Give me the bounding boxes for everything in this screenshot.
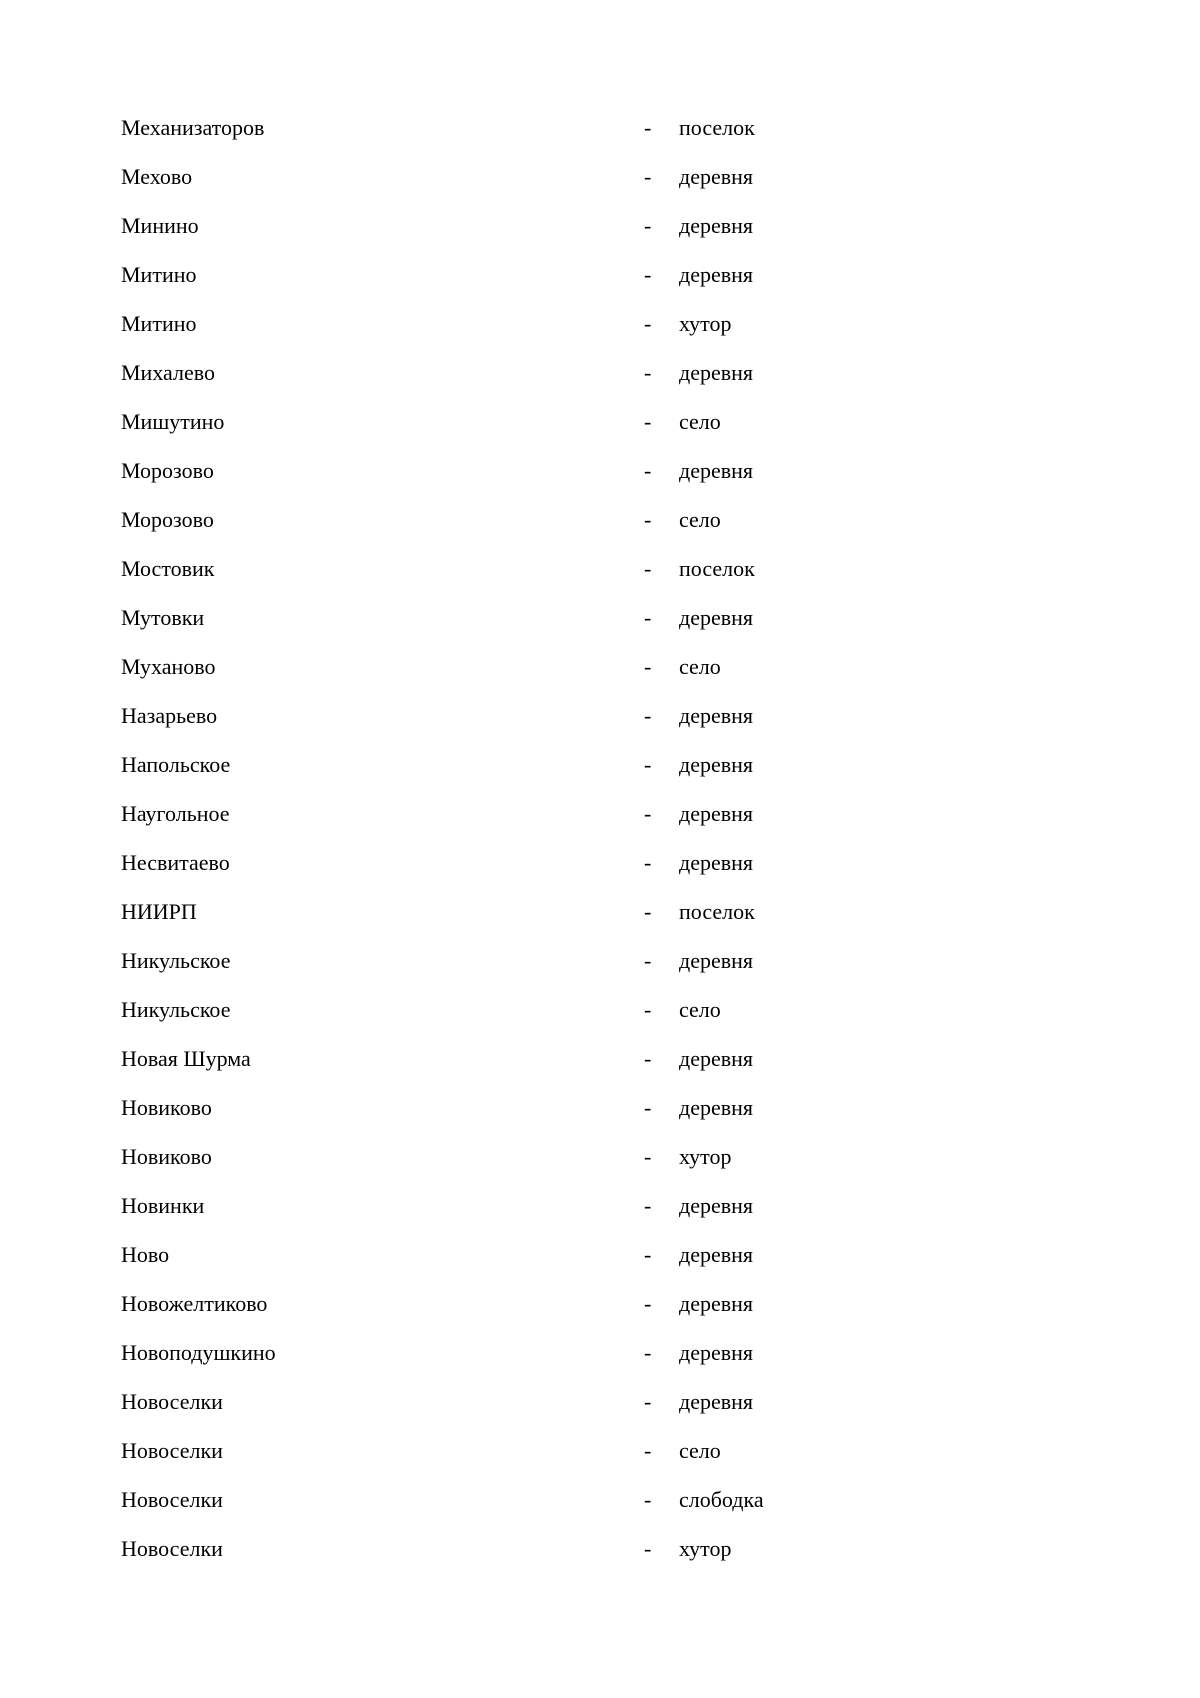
settlement-name: Михалево	[121, 360, 215, 385]
settlement-name: Новожелтиково	[121, 1291, 268, 1316]
separator-dash: -	[644, 507, 652, 532]
settlement-name: Митино	[121, 311, 197, 336]
list-row	[0, 598, 1200, 638]
settlement-name: Никульское	[121, 997, 231, 1022]
list-row	[0, 1431, 1200, 1471]
separator-dash: -	[644, 1536, 652, 1561]
settlement-name: Никульское	[121, 948, 231, 973]
list-row	[0, 794, 1200, 834]
settlement-name: Новоселки	[121, 1536, 223, 1561]
settlement-type: деревня	[679, 948, 754, 973]
settlement-name: Мехово	[121, 164, 193, 189]
separator-dash: -	[644, 115, 652, 140]
list-row	[0, 1186, 1200, 1226]
settlement-type: поселок	[679, 115, 755, 140]
settlement-name: Новинки	[121, 1193, 205, 1218]
settlement-type: поселок	[679, 899, 755, 924]
settlement-type: деревня	[679, 262, 754, 287]
list-row	[0, 941, 1200, 981]
list-row	[0, 1039, 1200, 1079]
list-row	[0, 1284, 1200, 1324]
settlement-name: Новоселки	[121, 1487, 223, 1512]
list-row	[0, 1480, 1200, 1520]
settlement-type: село	[679, 997, 721, 1022]
separator-dash: -	[644, 850, 652, 875]
separator-dash: -	[644, 262, 652, 287]
settlement-type: деревня	[679, 703, 754, 728]
list-row	[0, 402, 1200, 442]
separator-dash: -	[644, 409, 652, 434]
settlement-type: хутор	[679, 311, 732, 336]
settlement-type: село	[679, 654, 721, 679]
separator-dash: -	[644, 948, 652, 973]
settlement-name: Новоселки	[121, 1438, 223, 1463]
settlement-type: деревня	[679, 213, 754, 238]
settlement-name: Мутовки	[121, 605, 205, 630]
list-row	[0, 500, 1200, 540]
list-row	[0, 1137, 1200, 1177]
settlement-name: Новоселки	[121, 1389, 223, 1414]
list-row	[0, 647, 1200, 687]
settlement-type: деревня	[679, 850, 754, 875]
settlement-type: деревня	[679, 1095, 754, 1120]
settlement-name: Мостовик	[121, 556, 215, 581]
list-row	[0, 206, 1200, 246]
settlement-type: село	[679, 409, 721, 434]
settlement-name: Наугольное	[121, 801, 230, 826]
separator-dash: -	[644, 801, 652, 826]
settlement-name: Ново	[121, 1242, 170, 1267]
settlement-name: Новая Шурма	[121, 1046, 251, 1071]
settlement-name: Минино	[121, 213, 199, 238]
settlement-type: деревня	[679, 1046, 754, 1071]
settlement-name: Новоподушкино	[121, 1340, 276, 1365]
separator-dash: -	[644, 752, 652, 777]
settlement-type: деревня	[679, 360, 754, 385]
separator-dash: -	[644, 1438, 652, 1463]
list-row	[0, 696, 1200, 736]
separator-dash: -	[644, 360, 652, 385]
separator-dash: -	[644, 1487, 652, 1512]
settlement-name: Новиково	[121, 1095, 212, 1120]
settlement-name: Морозово	[121, 458, 214, 483]
settlement-name: Муханово	[121, 654, 216, 679]
list-row	[0, 843, 1200, 883]
settlement-name: Назарьево	[121, 703, 218, 728]
separator-dash: -	[644, 899, 652, 924]
separator-dash: -	[644, 213, 652, 238]
settlement-type: село	[679, 1438, 721, 1463]
separator-dash: -	[644, 703, 652, 728]
separator-dash: -	[644, 1340, 652, 1365]
list-row	[0, 1382, 1200, 1422]
settlement-type: деревня	[679, 1291, 754, 1316]
list-row	[0, 1235, 1200, 1275]
settlement-type: деревня	[679, 801, 754, 826]
settlement-name: Митино	[121, 262, 197, 287]
separator-dash: -	[644, 1144, 652, 1169]
settlement-type: хутор	[679, 1536, 732, 1561]
separator-dash: -	[644, 311, 652, 336]
separator-dash: -	[644, 997, 652, 1022]
settlement-type: деревня	[679, 1193, 754, 1218]
list-row	[0, 1529, 1200, 1569]
settlement-name: Мишутино	[121, 409, 225, 434]
separator-dash: -	[644, 1046, 652, 1071]
list-row	[0, 1088, 1200, 1128]
separator-dash: -	[644, 1242, 652, 1267]
separator-dash: -	[644, 1291, 652, 1316]
settlement-name: Механизаторов	[121, 115, 265, 140]
separator-dash: -	[644, 458, 652, 483]
separator-dash: -	[644, 654, 652, 679]
separator-dash: -	[644, 605, 652, 630]
settlement-type: деревня	[679, 1389, 754, 1414]
settlement-type: деревня	[679, 1340, 754, 1365]
separator-dash: -	[644, 1193, 652, 1218]
list-row	[0, 892, 1200, 932]
list-row	[0, 353, 1200, 393]
settlement-type: слободка	[679, 1487, 764, 1512]
settlement-type: деревня	[679, 458, 754, 483]
list-row	[0, 1333, 1200, 1373]
settlement-type: поселок	[679, 556, 755, 581]
settlement-type: деревня	[679, 605, 754, 630]
settlement-name: Несвитаево	[121, 850, 230, 875]
settlement-name: Напольское	[121, 752, 231, 777]
settlement-name: Морозово	[121, 507, 214, 532]
list-row	[0, 108, 1200, 148]
settlement-type: деревня	[679, 752, 754, 777]
settlement-name: Новиково	[121, 1144, 212, 1169]
separator-dash: -	[644, 556, 652, 581]
separator-dash: -	[644, 1389, 652, 1414]
list-row	[0, 549, 1200, 589]
settlement-type: деревня	[679, 1242, 754, 1267]
list-row	[0, 255, 1200, 295]
list-row	[0, 990, 1200, 1030]
list-row	[0, 451, 1200, 491]
settlement-type: деревня	[679, 164, 754, 189]
settlement-type: село	[679, 507, 721, 532]
separator-dash: -	[644, 164, 652, 189]
separator-dash: -	[644, 1095, 652, 1120]
settlement-type: хутор	[679, 1144, 732, 1169]
settlement-name: НИИРП	[121, 899, 197, 924]
list-row	[0, 304, 1200, 344]
list-row	[0, 745, 1200, 785]
list-row	[0, 157, 1200, 197]
